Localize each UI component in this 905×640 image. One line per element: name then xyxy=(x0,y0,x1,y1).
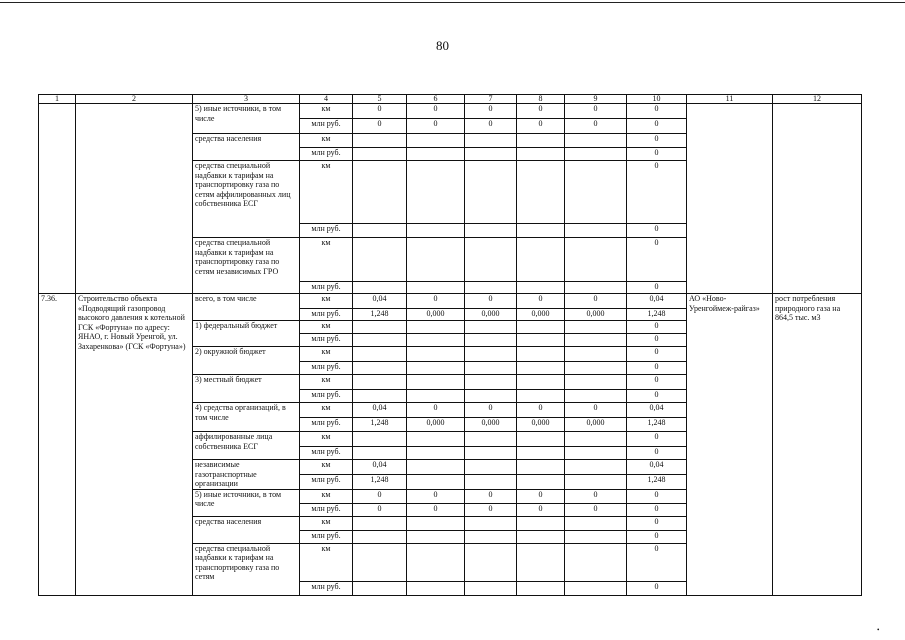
value-cell xyxy=(517,334,565,347)
value-cell xyxy=(517,282,565,294)
value-cell: 0,000 xyxy=(517,309,565,321)
value-cell: 0 xyxy=(407,104,465,119)
value-cell: 0 xyxy=(627,362,687,375)
item-number-cell xyxy=(39,104,76,294)
value-cell: 0 xyxy=(517,403,565,418)
value-cell xyxy=(517,362,565,375)
value-cell xyxy=(517,475,565,489)
value-cell xyxy=(407,334,465,347)
value-cell: 0 xyxy=(627,432,687,447)
value-cell: 0 xyxy=(465,503,517,516)
value-cell xyxy=(565,543,627,581)
value-cell xyxy=(565,581,627,595)
unit-cell: млн руб. xyxy=(300,503,353,516)
value-cell xyxy=(517,516,565,530)
value-cell: 1,248 xyxy=(353,475,407,489)
value-cell xyxy=(465,543,517,581)
unit-cell: км xyxy=(300,321,353,334)
funding-source-cell: средства населения xyxy=(193,134,300,161)
value-cell xyxy=(517,543,565,581)
item-number-cell: 7.36. xyxy=(39,294,76,596)
header-row xyxy=(39,95,862,104)
effect-cell: рост потребления природного газа на 864,5 тыс. м3 xyxy=(773,294,862,596)
value-cell xyxy=(353,516,407,530)
value-cell: 0,04 xyxy=(353,294,407,309)
value-cell: 0 xyxy=(627,104,687,119)
value-cell xyxy=(517,432,565,447)
value-cell xyxy=(565,148,627,161)
value-cell: 0 xyxy=(565,294,627,309)
value-cell xyxy=(407,224,465,238)
value-cell: 0,000 xyxy=(565,309,627,321)
page-top-rule xyxy=(0,2,905,3)
value-cell xyxy=(517,238,565,282)
value-cell: 0,000 xyxy=(407,309,465,321)
value-cell: 0 xyxy=(517,503,565,516)
value-cell: 0 xyxy=(627,581,687,595)
funding-source-cell: 2) окружной бюджет xyxy=(193,347,300,375)
unit-cell: км xyxy=(300,543,353,581)
value-cell: 0,000 xyxy=(465,418,517,432)
value-cell xyxy=(465,447,517,460)
value-cell: 0,000 xyxy=(517,418,565,432)
value-cell xyxy=(517,134,565,148)
value-cell: 1,248 xyxy=(353,309,407,321)
funding-source-cell: всего, в том числе xyxy=(193,294,300,321)
value-cell xyxy=(565,282,627,294)
value-cell xyxy=(517,148,565,161)
value-cell: 0 xyxy=(353,489,407,503)
page-number: 80 xyxy=(436,38,449,53)
object-name-cell: Строительство объекта «Подводящий газопровод высокого давления к котельной ГСК «Фортуна» по адресу: ЯНАО, г. Новый Уренгой, ул. Захаренкова» (ГСК «Фортуна») xyxy=(76,294,193,596)
value-cell: 1,248 xyxy=(627,418,687,432)
value-cell xyxy=(353,432,407,447)
value-cell xyxy=(407,161,465,224)
value-cell xyxy=(517,390,565,403)
value-cell xyxy=(517,375,565,390)
value-cell xyxy=(353,161,407,224)
value-cell xyxy=(565,161,627,224)
funding-source-cell: средства специальной надбавки к тарифам на транспортировку газа по сетям независимых ГРО xyxy=(193,238,300,294)
funding-source-cell: средства специальной надбавки к тарифам на транспортировку газа по сетям xyxy=(193,543,300,595)
value-cell: 0 xyxy=(465,489,517,503)
funding-source-cell: 3) местный бюджет xyxy=(193,375,300,403)
value-cell xyxy=(407,282,465,294)
value-cell: 0 xyxy=(627,282,687,294)
value-cell xyxy=(407,321,465,334)
value-cell: 0 xyxy=(465,104,517,119)
value-cell: 0 xyxy=(465,119,517,134)
value-cell xyxy=(407,581,465,595)
value-cell: 0 xyxy=(565,119,627,134)
unit-cell: млн руб. xyxy=(300,530,353,543)
value-cell: 0 xyxy=(627,530,687,543)
value-cell xyxy=(353,543,407,581)
value-cell xyxy=(353,238,407,282)
value-cell: 0,04 xyxy=(353,403,407,418)
unit-cell: млн руб. xyxy=(300,148,353,161)
value-cell xyxy=(565,475,627,489)
funding-source-cell: средства населения xyxy=(193,516,300,543)
value-cell: 0,000 xyxy=(465,309,517,321)
value-cell xyxy=(517,530,565,543)
header-cell: 6 xyxy=(407,95,465,104)
value-cell xyxy=(465,581,517,595)
header-cell: 4 xyxy=(300,95,353,104)
value-cell xyxy=(517,447,565,460)
value-cell xyxy=(565,321,627,334)
value-cell xyxy=(565,347,627,362)
value-cell xyxy=(465,516,517,530)
value-cell xyxy=(517,347,565,362)
value-cell xyxy=(353,134,407,148)
value-cell xyxy=(407,238,465,282)
value-cell xyxy=(353,282,407,294)
value-cell xyxy=(407,460,465,475)
value-cell: 0,000 xyxy=(407,418,465,432)
value-cell xyxy=(565,516,627,530)
value-cell xyxy=(465,334,517,347)
value-cell xyxy=(565,238,627,282)
value-cell: 0 xyxy=(517,489,565,503)
unit-cell: км xyxy=(300,375,353,390)
header-cell: 2 xyxy=(76,95,193,104)
value-cell: 0 xyxy=(627,375,687,390)
unit-cell: км xyxy=(300,403,353,418)
value-cell xyxy=(353,447,407,460)
value-cell xyxy=(465,224,517,238)
funding-source-cell: аффилированные лица собственника ЕСГ xyxy=(193,432,300,460)
value-cell xyxy=(353,362,407,375)
value-cell: 1,248 xyxy=(627,309,687,321)
value-cell: 0 xyxy=(627,543,687,581)
value-cell: 0 xyxy=(407,294,465,309)
organization-cell: АО «Ново-Уренгоймеж-райгаз» xyxy=(687,294,773,596)
value-cell xyxy=(465,148,517,161)
value-cell: 0,04 xyxy=(627,403,687,418)
value-cell xyxy=(407,375,465,390)
unit-cell: км xyxy=(300,104,353,119)
value-cell xyxy=(407,516,465,530)
header-cell: 12 xyxy=(773,95,862,104)
object-name-cell xyxy=(76,104,193,294)
value-cell xyxy=(407,530,465,543)
investment-program-table xyxy=(38,94,862,596)
value-cell xyxy=(407,362,465,375)
value-cell xyxy=(517,161,565,224)
value-cell xyxy=(517,460,565,475)
header-cell: 10 xyxy=(627,95,687,104)
unit-cell: км xyxy=(300,489,353,503)
value-cell xyxy=(407,390,465,403)
value-cell: 0 xyxy=(517,294,565,309)
unit-cell: млн руб. xyxy=(300,447,353,460)
funding-source-cell: 4) средства организаций, в том числе xyxy=(193,403,300,432)
value-cell xyxy=(465,375,517,390)
funding-source-cell: 5) иные источники, в том числе xyxy=(193,489,300,516)
value-cell: 0 xyxy=(565,403,627,418)
value-cell: 0 xyxy=(353,503,407,516)
header-cell: 8 xyxy=(517,95,565,104)
value-cell: 0 xyxy=(407,503,465,516)
value-cell: 0 xyxy=(353,119,407,134)
unit-cell: млн руб. xyxy=(300,119,353,134)
value-cell: 0 xyxy=(627,119,687,134)
value-cell xyxy=(353,530,407,543)
value-cell: 0 xyxy=(627,347,687,362)
value-cell xyxy=(465,475,517,489)
header-cell: 1 xyxy=(39,95,76,104)
value-cell: 0 xyxy=(627,161,687,224)
value-cell xyxy=(353,334,407,347)
value-cell xyxy=(465,432,517,447)
value-cell: 0,04 xyxy=(627,294,687,309)
value-cell xyxy=(353,321,407,334)
value-cell: 0 xyxy=(627,321,687,334)
unit-cell: млн руб. xyxy=(300,282,353,294)
unit-cell: км xyxy=(300,516,353,530)
value-cell xyxy=(465,347,517,362)
value-cell xyxy=(517,321,565,334)
header-cell: 5 xyxy=(353,95,407,104)
value-cell xyxy=(353,347,407,362)
value-cell xyxy=(565,530,627,543)
unit-cell: км xyxy=(300,161,353,224)
value-cell: 0 xyxy=(627,238,687,282)
unit-cell: млн руб. xyxy=(300,418,353,432)
value-cell xyxy=(407,475,465,489)
value-cell xyxy=(565,390,627,403)
value-cell: 0 xyxy=(627,134,687,148)
value-cell xyxy=(565,134,627,148)
value-cell xyxy=(465,134,517,148)
value-cell xyxy=(407,347,465,362)
value-cell xyxy=(465,238,517,282)
unit-cell: км xyxy=(300,294,353,309)
value-cell: 0 xyxy=(465,294,517,309)
table-row xyxy=(39,294,862,309)
value-cell: 0,04 xyxy=(627,460,687,475)
unit-cell: км xyxy=(300,238,353,282)
value-cell xyxy=(565,432,627,447)
value-cell: 0,04 xyxy=(353,460,407,475)
value-cell: 0 xyxy=(565,503,627,516)
value-cell: 0 xyxy=(565,489,627,503)
unit-cell: км xyxy=(300,460,353,475)
value-cell: 0 xyxy=(627,148,687,161)
funding-source-cell: независимые газотранспортные организации xyxy=(193,460,300,490)
value-cell xyxy=(353,148,407,161)
value-cell xyxy=(565,224,627,238)
unit-cell: млн руб. xyxy=(300,475,353,489)
value-cell: 1,248 xyxy=(353,418,407,432)
unit-cell: млн руб. xyxy=(300,309,353,321)
value-cell xyxy=(353,375,407,390)
value-cell: 1,248 xyxy=(627,475,687,489)
unit-cell: млн руб. xyxy=(300,224,353,238)
value-cell xyxy=(565,362,627,375)
value-cell xyxy=(565,375,627,390)
value-cell xyxy=(353,581,407,595)
unit-cell: млн руб. xyxy=(300,334,353,347)
value-cell: 0 xyxy=(353,104,407,119)
value-cell xyxy=(465,321,517,334)
value-cell: 0 xyxy=(407,403,465,418)
value-cell xyxy=(565,334,627,347)
header-cell: 11 xyxy=(687,95,773,104)
value-cell xyxy=(465,161,517,224)
value-cell xyxy=(517,581,565,595)
value-cell xyxy=(407,447,465,460)
value-cell xyxy=(565,460,627,475)
value-cell xyxy=(517,224,565,238)
value-cell: 0 xyxy=(627,390,687,403)
value-cell: 0 xyxy=(627,489,687,503)
unit-cell: км xyxy=(300,347,353,362)
value-cell xyxy=(407,432,465,447)
value-cell xyxy=(353,224,407,238)
organization-cell xyxy=(687,104,773,294)
value-cell: 0 xyxy=(465,403,517,418)
value-cell xyxy=(565,447,627,460)
funding-source-cell: средства специальной надбавки к тарифам на транспортировку газа по сетям аффилированных лиц собственника ЕСГ xyxy=(193,161,300,238)
unit-cell: млн руб. xyxy=(300,581,353,595)
effect-cell xyxy=(773,104,862,294)
value-cell xyxy=(465,362,517,375)
value-cell xyxy=(407,543,465,581)
value-cell xyxy=(353,390,407,403)
value-cell: 0 xyxy=(627,447,687,460)
value-cell: 0 xyxy=(627,224,687,238)
scan-speck: • xyxy=(877,626,880,634)
unit-cell: млн руб. xyxy=(300,362,353,375)
funding-source-cell: 5) иные источники, в том числе xyxy=(193,104,300,134)
table-row xyxy=(39,104,862,119)
funding-source-cell: 1) федеральный бюджет xyxy=(193,321,300,347)
value-cell xyxy=(465,460,517,475)
header-cell: 3 xyxy=(193,95,300,104)
value-cell xyxy=(407,148,465,161)
header-cell: 9 xyxy=(565,95,627,104)
value-cell xyxy=(407,134,465,148)
value-cell: 0 xyxy=(517,119,565,134)
value-cell xyxy=(465,530,517,543)
unit-cell: км xyxy=(300,134,353,148)
value-cell: 0 xyxy=(517,104,565,119)
value-cell: 0 xyxy=(565,104,627,119)
unit-cell: км xyxy=(300,432,353,447)
value-cell: 0,000 xyxy=(565,418,627,432)
unit-cell: млн руб. xyxy=(300,390,353,403)
value-cell xyxy=(465,282,517,294)
value-cell: 0 xyxy=(627,503,687,516)
value-cell: 0 xyxy=(407,119,465,134)
header-cell: 7 xyxy=(465,95,517,104)
value-cell xyxy=(465,390,517,403)
value-cell: 0 xyxy=(407,489,465,503)
value-cell: 0 xyxy=(627,334,687,347)
value-cell: 0 xyxy=(627,516,687,530)
